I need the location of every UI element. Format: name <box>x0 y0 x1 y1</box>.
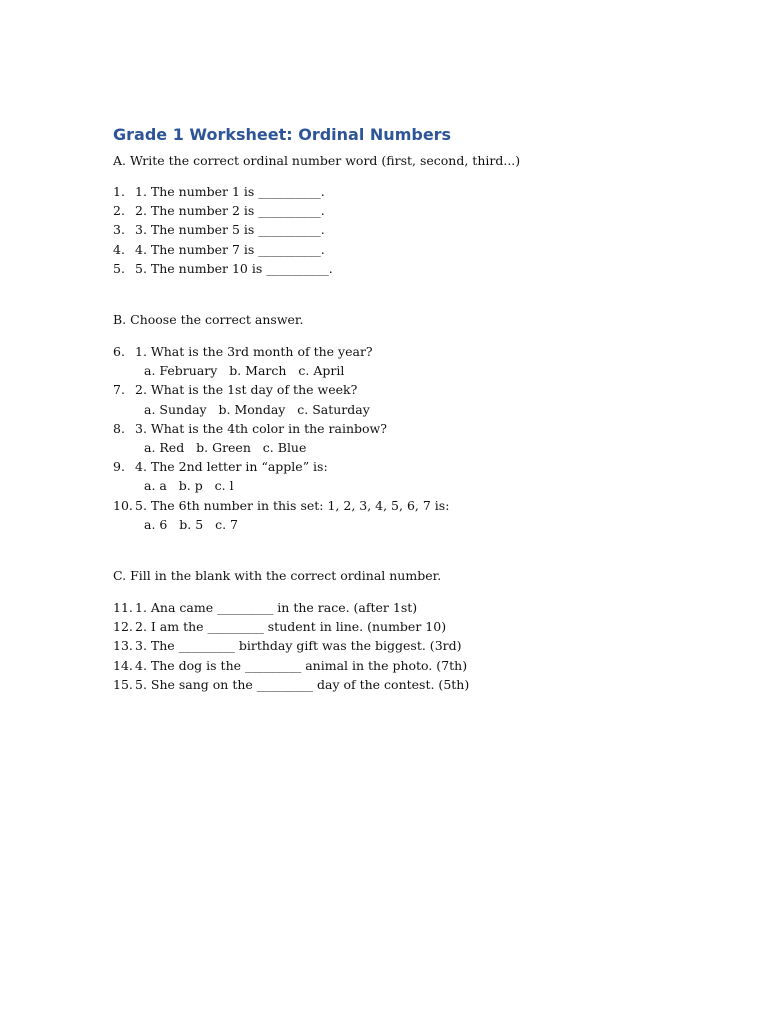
section-c-list <box>113 598 673 694</box>
section-c-instruction: C. Fill in the blank with the correct ordinal number. <box>113 568 442 584</box>
item-number: 9. <box>113 459 125 475</box>
answer-choices: a. February b. March c. April <box>144 363 345 379</box>
item-text: 5. The number 10 is __________. <box>135 260 333 276</box>
item-text: 3. The number 5 is __________. <box>135 222 325 238</box>
list-item <box>113 419 673 457</box>
item-number: 14. <box>113 657 133 673</box>
answer-choices: a. Sunday b. Monday c. Saturday <box>144 401 370 417</box>
item-number: 1. <box>113 184 125 199</box>
list-item <box>113 342 673 380</box>
list-item <box>113 220 673 239</box>
section-b-instruction: B. Choose the correct answer. <box>113 312 304 328</box>
list-item <box>113 380 673 418</box>
list-item <box>113 240 673 259</box>
worksheet-title: Grade 1 Worksheet: Ordinal Numbers <box>113 125 452 144</box>
list-item <box>113 201 673 220</box>
item-text: 4. The dog is the _________ animal in the photo. (7th) <box>135 657 468 673</box>
item-text: 1. The number 1 is __________. <box>135 184 325 199</box>
item-text: 5. She sang on the _________ day of the contest. (5th) <box>135 676 470 692</box>
question-text: 4. The 2nd letter in “apple” is: <box>135 459 328 475</box>
item-number: 11. <box>113 600 133 616</box>
item-text: 2. I am the _________ student in line. (number 10) <box>135 619 447 635</box>
item-number: 6. <box>113 344 125 360</box>
section-a-list <box>113 182 673 278</box>
question-text: 5. The 6th number in this set: 1, 2, 3, 4, 5, 6, 7 is: <box>135 497 450 513</box>
item-number: 12. <box>113 619 133 635</box>
item-number: 7. <box>113 382 125 398</box>
item-number: 15. <box>113 676 133 692</box>
section-b-list <box>113 342 673 534</box>
item-number: 4. <box>113 241 125 257</box>
list-item <box>113 617 673 636</box>
list-item <box>113 675 673 694</box>
answer-choices: a. a b. p c. l <box>144 478 234 494</box>
item-number: 10. <box>113 497 133 513</box>
answer-choices: a. 6 b. 5 c. 7 <box>144 516 238 532</box>
answer-choices: a. Red b. Green c. Blue <box>144 440 307 456</box>
list-item <box>113 656 673 675</box>
question-text: 1. What is the 3rd month of the year? <box>135 344 373 360</box>
item-number: 2. <box>113 203 125 219</box>
item-number: 5. <box>113 260 125 276</box>
list-item <box>113 259 673 278</box>
item-text: 2. The number 2 is __________. <box>135 203 325 219</box>
item-text: 3. The _________ birthday gift was the biggest. (3rd) <box>135 638 462 654</box>
list-item <box>113 496 673 534</box>
item-text: 1. Ana came _________ in the race. (after 1st) <box>135 600 418 616</box>
section-a-instruction: A. Write the correct ordinal number word (first, second, third...) <box>113 153 521 168</box>
item-number: 8. <box>113 420 125 436</box>
worksheet-page <box>113 124 673 694</box>
item-text: 4. The number 7 is __________. <box>135 241 325 257</box>
list-item <box>113 457 673 495</box>
item-number: 3. <box>113 222 125 238</box>
list-item <box>113 182 673 201</box>
question-text: 3. What is the 4th color in the rainbow? <box>135 420 387 436</box>
list-item <box>113 636 673 655</box>
item-number: 13. <box>113 638 133 654</box>
question-text: 2. What is the 1st day of the week? <box>135 382 358 398</box>
list-item <box>113 598 673 617</box>
